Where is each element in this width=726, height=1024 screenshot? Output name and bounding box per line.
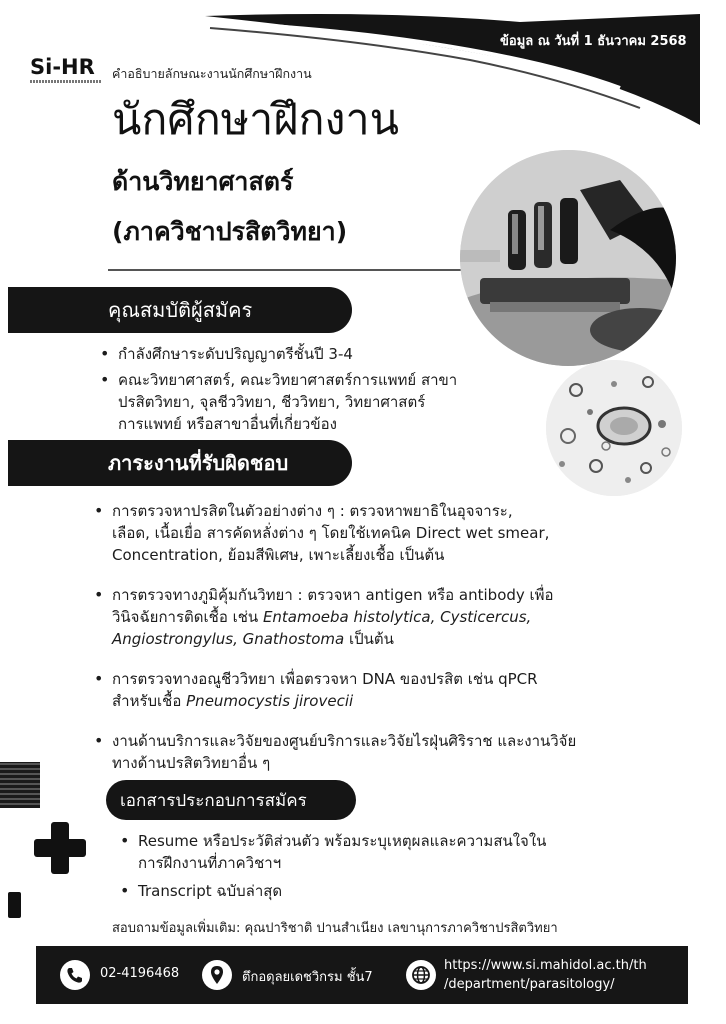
website-link-line1[interactable]: https://www.si.mahidol.ac.th/th xyxy=(444,958,647,973)
location-pin-icon xyxy=(202,960,232,990)
location-text: ตึกอดุลยเดชวิกรม ชั้น7 xyxy=(242,970,373,985)
side-decoration xyxy=(8,892,21,918)
medical-cross-icon xyxy=(34,822,86,874)
footer-bar xyxy=(36,946,688,1004)
documents-list xyxy=(118,830,546,908)
list-item: • การตรวจทางอณูชีววิทยา เพื่อตรวจหา DNA ของปรสิต เช่น qPCR สำหรับเชื้อ Pneumocystis jirovecii xyxy=(92,668,576,712)
logo-text: Si-HR xyxy=(30,55,95,79)
duties-heading: ภาระงานที่รับผิดชอบ xyxy=(8,440,352,486)
page-caption: คำอธิบายลักษณะงานนักศึกษาฝึกงาน xyxy=(112,66,312,81)
list-item: • Transcript ฉบับล่าสุด xyxy=(118,880,546,902)
qualifications-list xyxy=(98,343,457,439)
side-decoration xyxy=(0,762,40,808)
phone-icon xyxy=(60,960,90,990)
globe-icon xyxy=(406,960,436,990)
duties-list xyxy=(92,500,576,792)
logo-underline xyxy=(30,80,102,83)
title-field: ด้านวิทยาศาสตร์ xyxy=(112,167,294,196)
list-item: • คณะวิทยาศาสตร์, คณะวิทยาศาสตร์การแพทย์ สาขา ปรสิตวิทยา, จุลชีววิทยา, ชีววิทยา, วิทยาศาสตร์ การแพทย์ หรือสาขาอื่นที่เกี่ยวข้อง xyxy=(98,369,457,435)
list-item: • งานด้านบริการและวิจัยของศูนย์บริการและวิจัยไรฝุ่นศิริราช และงานวิจัย ทางด้านปรสิตวิทยาอื่น ๆ xyxy=(92,730,576,774)
list-item: • Resume หรือประวัติส่วนตัว พร้อมระบุเหตุผลและความสนใจใน การฝึกงานที่ภาควิชาฯ xyxy=(118,830,546,874)
parasite-micrograph xyxy=(546,360,682,496)
si-hr-logo xyxy=(30,56,108,83)
list-item: • การตรวจทางภูมิคุ้มกันวิทยา : ตรวจหา antigen หรือ antibody เพื่อ วินิจฉัยการติดเชื้อ เช่น Entamoeba histolytica, Cysticercus, Angiostrongylus, Gnathostoma เป็นต้น xyxy=(92,584,576,650)
microscope-photo xyxy=(460,150,676,366)
website-link-line2[interactable]: /department/parasitology/ xyxy=(444,977,615,992)
title-divider xyxy=(108,269,464,271)
qualifications-heading: คุณสมบัติผู้สมัคร xyxy=(8,287,352,333)
list-item: • กำลังศึกษาระดับปริญญาตรีชั้นปี 3-4 xyxy=(98,343,457,365)
page-title: นักศึกษาฝึกงาน xyxy=(112,95,400,145)
title-department: (ภาควิชาปรสิตวิทยา) xyxy=(112,217,348,246)
list-item: • การตรวจหาปรสิตในตัวอย่างต่าง ๆ : ตรวจหาพยาธิในอุจจาระ, เลือด, เนื้อเยื่อ สารคัดหลั่งต่าง ๆ โดยใช้เทคนิค Direct wet smear, Concentration, ย้อมสีพิเศษ, เพาะเลี้ยงเชื้อ เป็นต้น xyxy=(92,500,576,566)
date-note: ข้อมูล ณ วันที่ 1 ธันวาคม 2568 xyxy=(500,34,687,49)
documents-heading: เอกสารประกอบการสมัคร xyxy=(106,780,356,820)
phone-number: 02-4196468 xyxy=(100,966,180,981)
contact-note: สอบถามข้อมูลเพิ่มเติม: คุณปาริชาติ ปานสำเนียง เลขานุการภาควิชาปรสิตวิทยา xyxy=(112,921,558,936)
